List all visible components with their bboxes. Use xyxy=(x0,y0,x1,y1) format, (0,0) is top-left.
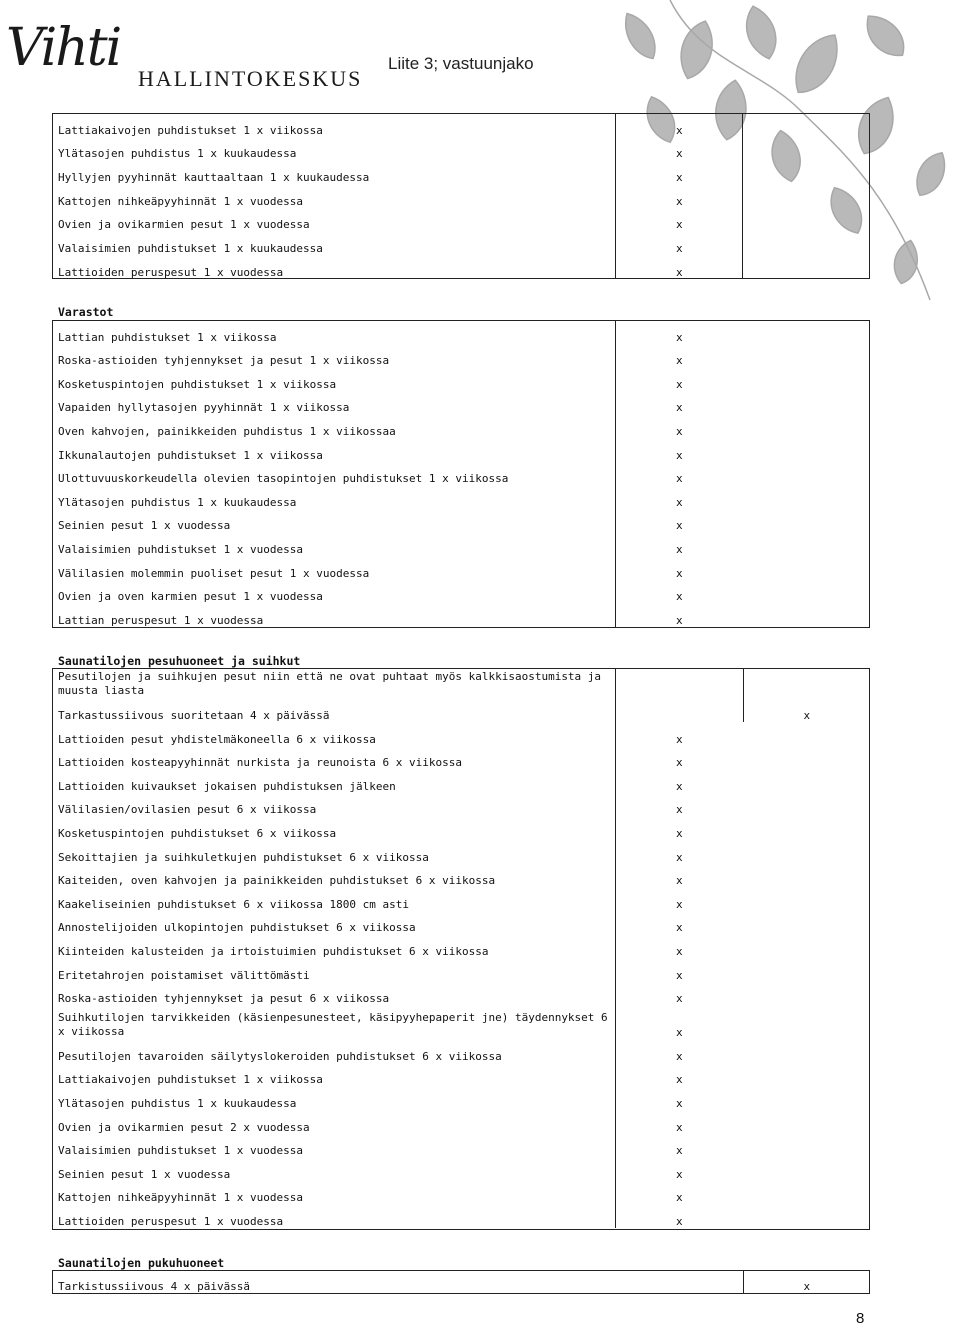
document-title: Liite 3; vastuunjako xyxy=(388,54,534,73)
responsibility-mark: x xyxy=(675,850,683,864)
responsibility-mark-col2 xyxy=(743,1086,870,1110)
responsibility-mark: x xyxy=(675,1120,683,1134)
task-label: Lattioiden peruspesut 1 x vuodessa xyxy=(52,1204,615,1228)
responsibility-mark xyxy=(615,698,743,722)
empty-cell xyxy=(615,668,743,698)
responsibility-mark: x xyxy=(675,472,683,486)
responsibility-mark-col2 xyxy=(743,532,870,556)
table-row xyxy=(52,438,870,462)
table-row xyxy=(52,1204,870,1228)
responsibility-mark: x xyxy=(675,968,683,982)
responsibility-mark: x xyxy=(675,944,683,958)
task-label: Ylätasojen puhdistus 1 x kuukaudessa xyxy=(52,485,615,509)
table-row xyxy=(52,580,870,604)
table-row xyxy=(52,911,870,935)
task-label: Hyllyjen pyyhinnät kauttaaltaan 1 x kuukaudessa xyxy=(52,160,615,184)
responsibility-mark: x xyxy=(675,590,683,604)
responsibility-mark-col2 xyxy=(743,344,870,368)
responsibility-mark-col2 xyxy=(743,184,870,208)
intro-text: Pesutilojen ja suihkujen pesut niin että ne ovat puhtaat myös kalkkisaostumista ja muusta liasta xyxy=(52,668,615,698)
table-row xyxy=(52,887,870,911)
table-row xyxy=(52,255,870,279)
task-label: Suihkutilojen tarvikkeiden (käsienpesunesteet, käsipyyhepaperit jne) täydennykset 6 x viikossa xyxy=(52,1005,615,1039)
responsibility-mark: x xyxy=(675,448,683,462)
task-label: Lattioiden kuivaukset jokaisen puhdistuksen jälkeen xyxy=(52,769,615,793)
task-label: Lattioiden kosteapyyhinnät nurkista ja reunoista 6 x viikossa xyxy=(52,746,615,770)
responsibility-mark: x xyxy=(675,377,683,391)
section-title-varastot: Varastot xyxy=(58,305,114,319)
task-label: Lattian peruspesut 1 x vuodessa xyxy=(52,603,615,627)
task-label: Kaakeliseinien puhdistukset 6 x viikossa 1800 cm asti xyxy=(52,887,615,911)
task-label: Kattojen nihkeäpyyhinnät 1 x vuodessa xyxy=(52,184,615,208)
responsibility-mark-col2 xyxy=(743,580,870,604)
responsibility-mark: x xyxy=(675,897,683,911)
task-label: Roska-astioiden tyhjennykset ja pesut 6 x viikossa xyxy=(52,982,615,1006)
responsibility-mark-col2 xyxy=(743,367,870,391)
responsibility-mark: x xyxy=(675,1167,683,1181)
task-label: Ulottuvuuskorkeudella olevien tasopintojen puhdistukset 1 x viikossa xyxy=(52,462,615,486)
responsibility-mark-col2 xyxy=(743,208,870,232)
table-row xyxy=(52,208,870,232)
responsibility-mark: x xyxy=(675,613,683,627)
table-row xyxy=(52,1086,870,1110)
responsibility-mark: x xyxy=(675,756,683,770)
table-row xyxy=(52,1039,870,1063)
responsibility-mark: x xyxy=(675,874,683,888)
responsibility-mark-col2 xyxy=(743,1157,870,1181)
responsibility-mark: x xyxy=(675,401,683,415)
task-label: Tarkistussiivous 4 x päivässä xyxy=(52,1270,743,1293)
task-label: Kosketuspintojen puhdistukset 1 x viikossa xyxy=(52,367,615,391)
table-row xyxy=(52,722,870,746)
responsibility-mark: x xyxy=(803,1280,811,1293)
responsibility-mark: x xyxy=(675,495,683,509)
responsibility-mark: x xyxy=(675,1073,683,1087)
responsibility-mark: x xyxy=(675,566,683,580)
table-row xyxy=(52,414,870,438)
responsibility-mark-col2 xyxy=(743,958,870,982)
table-row xyxy=(52,137,870,161)
task-label: Lattioiden peruspesut 1 x vuodessa xyxy=(52,255,615,279)
responsibility-mark-col2 xyxy=(743,160,870,184)
table-row xyxy=(52,113,870,137)
section-continued xyxy=(52,113,870,279)
responsibility-mark-col2 xyxy=(743,722,870,746)
responsibility-mark-col2 xyxy=(743,840,870,864)
responsibility-mark-col2 xyxy=(743,485,870,509)
responsibility-mark: x xyxy=(675,171,683,185)
responsibility-mark: x xyxy=(675,1049,683,1063)
responsibility-mark-col2 xyxy=(743,414,870,438)
responsibility-mark-col2 xyxy=(743,934,870,958)
section-title-pesuhuoneet: Saunatilojen pesuhuoneet ja suihkut xyxy=(58,654,301,668)
responsibility-mark: x xyxy=(675,218,683,232)
table-row xyxy=(52,1181,870,1205)
task-label: Eritetahrojen poistamiset välittömästi xyxy=(52,958,615,982)
responsibility-mark-col2 xyxy=(743,1181,870,1205)
task-label: Tarkastussiivous suoritetaan 4 x päivässä xyxy=(52,698,615,722)
responsibility-mark-col2 xyxy=(743,255,870,279)
responsibility-mark: x xyxy=(675,147,683,161)
responsibility-mark: x xyxy=(675,1096,683,1110)
task-label: Ovien ja ovikarmien pesut 1 x vuodessa xyxy=(52,208,615,232)
table-row xyxy=(52,864,870,888)
table-row xyxy=(52,816,870,840)
responsibility-mark-col2 xyxy=(743,769,870,793)
responsibility-mark: x xyxy=(675,921,683,935)
task-label: Ylätasojen puhdistus 1 x kuukaudessa xyxy=(52,137,615,161)
responsibility-mark-col2 xyxy=(743,1039,870,1063)
responsibility-mark: x xyxy=(675,265,683,279)
table-row xyxy=(52,1005,870,1039)
task-label: Vapaiden hyllytasojen pyyhinnät 1 x viikossa xyxy=(52,391,615,415)
table-row xyxy=(52,231,870,255)
table-row xyxy=(52,603,870,627)
task-label: Seinien pesut 1 x vuodessa xyxy=(52,509,615,533)
responsibility-mark-col2 xyxy=(743,746,870,770)
task-label: Annostelijoiden ulkopintojen puhdistukset 6 x viikossa xyxy=(52,911,615,935)
responsibility-mark-col2 xyxy=(743,1005,870,1039)
task-label: Ikkunalautojen puhdistukset 1 x viikossa xyxy=(52,438,615,462)
responsibility-mark: x xyxy=(675,519,683,533)
table-row xyxy=(52,769,870,793)
responsibility-mark-col2 xyxy=(743,1134,870,1158)
task-label: Välilasien/ovilasien pesut 6 x viikossa xyxy=(52,793,615,817)
table-row xyxy=(52,840,870,864)
responsibility-mark-col2: x xyxy=(803,709,811,722)
table-row xyxy=(52,958,870,982)
task-label: Kosketuspintojen puhdistukset 6 x viikossa xyxy=(52,816,615,840)
task-table xyxy=(52,113,871,279)
responsibility-mark-col2 xyxy=(743,1110,870,1134)
responsibility-mark-col2 xyxy=(743,391,870,415)
task-label: Valaisimien puhdistukset 1 x kuukaudessa xyxy=(52,231,615,255)
responsibility-mark: x xyxy=(675,542,683,556)
responsibility-mark-col2 xyxy=(743,438,870,462)
responsibility-mark-col2 xyxy=(743,1204,870,1228)
column-rule xyxy=(742,113,743,279)
task-label: Lattiakaivojen puhdistukset 1 x viikossa xyxy=(52,113,615,137)
table-row xyxy=(52,1157,870,1181)
responsibility-mark-col2 xyxy=(743,864,870,888)
responsibility-mark-col2 xyxy=(743,137,870,161)
responsibility-mark: x xyxy=(675,194,683,208)
table-row-intro xyxy=(52,668,870,698)
table-row xyxy=(52,982,870,1006)
responsibility-mark-col2 xyxy=(743,113,870,137)
task-label: Lattioiden pesut yhdistelmäkoneella 6 x viikossa xyxy=(52,722,615,746)
task-table xyxy=(52,668,870,1228)
task-label: Sekoittajien ja suihkuletkujen puhdistukset 6 x viikossa xyxy=(52,840,615,864)
responsibility-mark: x xyxy=(675,779,683,793)
section-pukuhuoneet xyxy=(52,1270,870,1294)
section-pesuhuoneet xyxy=(52,668,870,1230)
responsibility-mark-col2 xyxy=(743,887,870,911)
table-row xyxy=(52,1270,870,1293)
logo-wordmark: HALLINTOKESKUS xyxy=(138,66,363,91)
task-label: Ovien ja oven karmien pesut 1 x vuodessa xyxy=(52,580,615,604)
responsibility-mark-col2 xyxy=(743,982,870,1006)
task-label: Valaisimien puhdistukset 1 x vuodessa xyxy=(52,1134,615,1158)
responsibility-mark-col2 xyxy=(743,556,870,580)
task-label: Valaisimien puhdistukset 1 x vuodessa xyxy=(52,532,615,556)
task-label: Kaiteiden, oven kahvojen ja painikkeiden puhdistukset 6 x viikossa xyxy=(52,864,615,888)
table-row xyxy=(52,1063,870,1087)
table-row xyxy=(52,746,870,770)
responsibility-mark: x xyxy=(675,424,683,438)
table-row xyxy=(52,793,870,817)
table-row xyxy=(52,934,870,958)
task-label: Ylätasojen puhdistus 1 x kuukaudessa xyxy=(52,1086,615,1110)
responsibility-mark: x xyxy=(675,354,683,368)
responsibility-mark-col2 xyxy=(743,816,870,840)
table-row xyxy=(52,367,870,391)
responsibility-mark-col2 xyxy=(743,462,870,486)
table-row xyxy=(52,556,870,580)
responsibility-mark: x xyxy=(675,330,683,344)
table-row xyxy=(52,1134,870,1158)
logo-script: Vihti xyxy=(6,18,121,78)
responsibility-mark-col2 xyxy=(743,911,870,935)
responsibility-mark-col2 xyxy=(743,320,870,344)
task-label: Lattian puhdistukset 1 x viikossa xyxy=(52,320,615,344)
table-row xyxy=(52,509,870,533)
task-label: Roska-astioiden tyhjennykset ja pesut 1 x viikossa xyxy=(52,344,615,368)
responsibility-mark-col2 xyxy=(743,793,870,817)
responsibility-mark: x xyxy=(675,123,683,137)
task-label: Pesutilojen tavaroiden säilytyslokeroiden puhdistukset 6 x viikossa xyxy=(52,1039,615,1063)
responsibility-mark: x xyxy=(675,992,683,1006)
task-label: Seinien pesut 1 x vuodessa xyxy=(52,1157,615,1181)
empty-cell xyxy=(743,668,870,698)
table-row xyxy=(52,344,870,368)
table-row xyxy=(52,698,870,722)
table-row xyxy=(52,462,870,486)
task-table xyxy=(52,320,871,627)
task-label: Oven kahvojen, painikkeiden puhdistus 1 x viikossaa xyxy=(52,414,615,438)
vihti-logo xyxy=(6,18,363,98)
responsibility-mark-col2 xyxy=(743,603,870,627)
task-label: Välilasien molemmin puoliset pesut 1 x vuodessa xyxy=(52,556,615,580)
responsibility-mark-col2 xyxy=(743,509,870,533)
responsibility-mark: x xyxy=(675,1191,683,1205)
task-table xyxy=(52,1270,870,1293)
table-row xyxy=(52,184,870,208)
task-label: Kattojen nihkeäpyyhinnät 1 x vuodessa xyxy=(52,1181,615,1205)
section-varastot xyxy=(52,320,870,628)
responsibility-mark: x xyxy=(675,1144,683,1158)
table-row xyxy=(52,485,870,509)
task-label: Kiinteiden kalusteiden ja irtoistuimien puhdistukset 6 x viikossa xyxy=(52,934,615,958)
section-title-pukuhuoneet: Saunatilojen pukuhuoneet xyxy=(58,1256,225,1270)
responsibility-mark: x xyxy=(675,1026,683,1040)
responsibility-mark-col2 xyxy=(743,231,870,255)
responsibility-mark-col2 xyxy=(743,1063,870,1087)
page-number: 8 xyxy=(856,1310,865,1327)
table-row xyxy=(52,1110,870,1134)
responsibility-mark: x xyxy=(675,732,683,746)
task-label: Ovien ja ovikarmien pesut 2 x vuodessa xyxy=(52,1110,615,1134)
table-row xyxy=(52,391,870,415)
table-row xyxy=(52,160,870,184)
task-label: Lattiakaivojen puhdistukset 1 x viikossa xyxy=(52,1063,615,1087)
responsibility-mark: x xyxy=(675,242,683,256)
table-row xyxy=(52,532,870,556)
responsibility-mark: x xyxy=(675,826,683,840)
responsibility-mark: x xyxy=(675,803,683,817)
table-row xyxy=(52,320,870,344)
responsibility-mark: x xyxy=(675,1214,683,1228)
